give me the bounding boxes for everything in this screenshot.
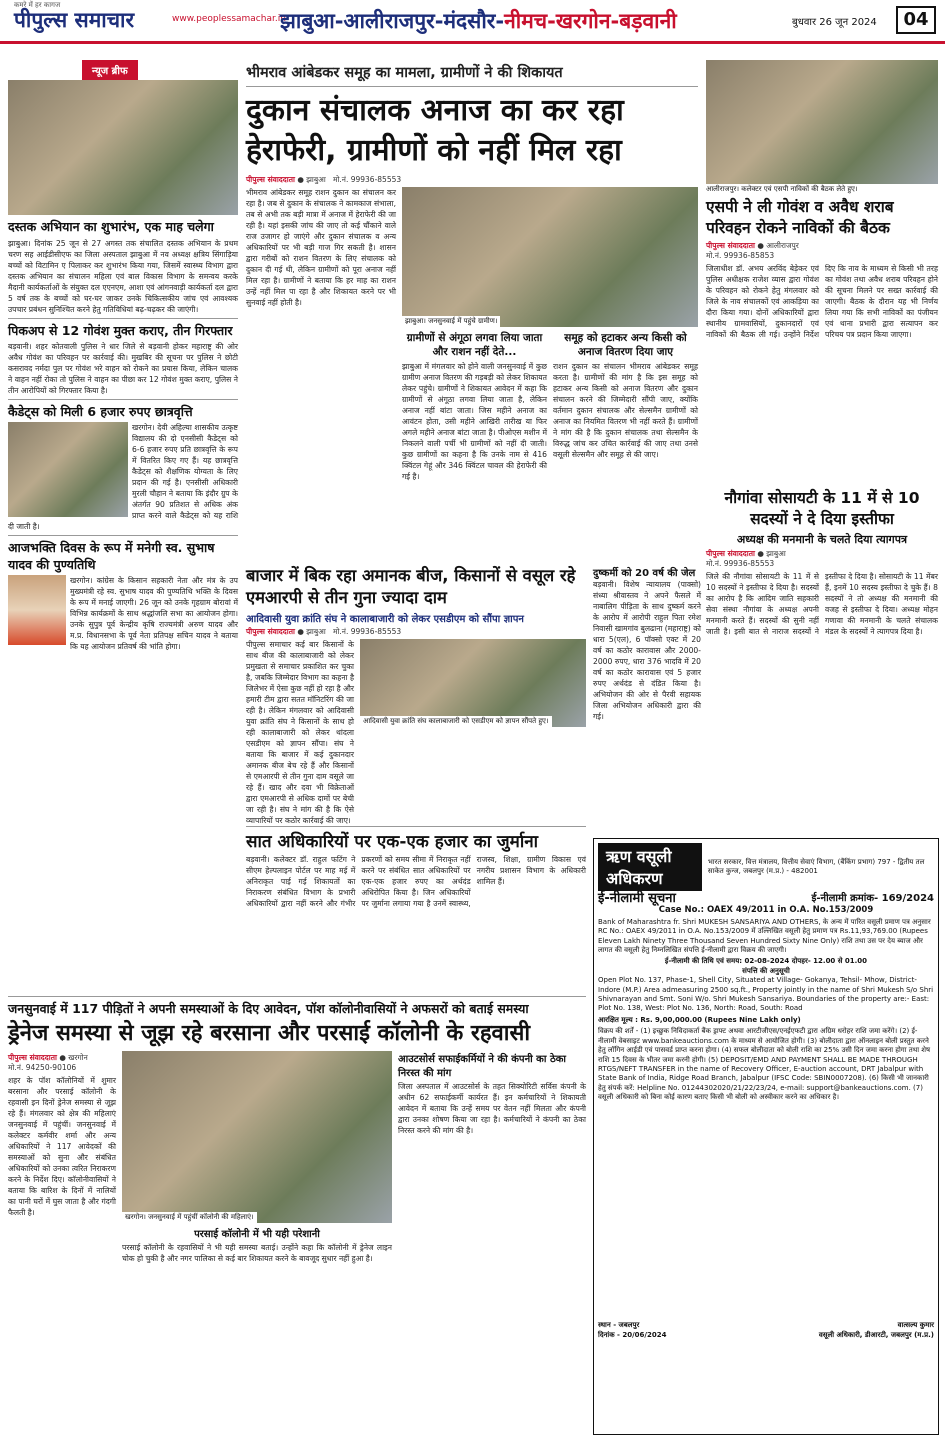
dastak-photo — [8, 80, 238, 215]
lead-photo — [402, 187, 698, 327]
brief-3-headline[interactable]: कैडेट्स को मिली 6 हजार रुपए छात्रवृत्ति — [8, 404, 193, 419]
byline-phone: मो.नं. 99936-85553 — [332, 627, 402, 636]
lead-sub2 — [553, 331, 698, 482]
byline-place: खरगोन — [68, 1053, 88, 1062]
ad-notice-row — [598, 891, 934, 906]
drainage-sub-body: परसाई कॉलोनी के रहवासियों ने भी यही समस्या बताई। उन्होंने कहा कि कॉलोनी में ड्रेनेज लाइन चोक हो चुकी है और नगर पालिका से कई बार शिकायत करने के बावजूद सुधार नहीं हुआ है। — [122, 1243, 392, 1263]
ad-auction-date: ई-नीलामी की तिथि एवं समय: 02-08-2024 दोपहर- 12.00 से 01.00 — [664, 957, 868, 966]
masthead — [0, 0, 945, 44]
lead-headline[interactable]: दुकान संचालक अनाज का कर रहा हेराफेरी, ग्रामीणों को नहीं मिल रहा — [246, 93, 624, 168]
byline-place: झाबुआ — [766, 549, 786, 558]
nav-meeting-caption: आलीराजपुर। कलेक्टर एवं एसपी नाविकों की बैठक लेते हुए। — [706, 185, 858, 193]
lead-photo-caption: झाबुआ। जनसुनवाई में पहुंचे ग्रामीण। — [402, 316, 500, 327]
drainage-byline: पीपुल्स संवाददाता ● खरगोन मो.नं. 94250-90106 — [8, 1053, 88, 1072]
byline-phone: मो.नं. 99936-85553 — [332, 175, 402, 184]
society-headline[interactable]: नौगांवा सोसायटी के 11 में से 10 सदस्यों ने दे दिया इस्तीफा — [724, 489, 920, 528]
ad-officer-title: वसूली अधिकारी, डीआरटी, जबलपुर (म.प्र.) — [818, 1330, 934, 1339]
drainage-kicker: जनसुनवाई में 117 पीड़ितों ने अपनी समस्याओं के दिए आवेदन, पॉश कॉलोनीवासियों ने अफसरों को बताई समस्या — [8, 996, 586, 1017]
brief-2-body: बड़वानी। शहर कोतवाली पुलिस ने धार जिले से बड़वानी होकर महाराष्ट्र की ओर अवैध गोवंश का परिवहन पर कार्रवाई की। मुखबिर की सूचना पर पुलिस ने छोटी कसरावद नर्मदा पुल पर गोवंश भरे वाहन को रोकने का प्रयास किया, लेकिन चालक ने वाहन नहीं रोका तो पुलिस ने वाहन का पीछा कर 12 गोवंश मुक्त कराए, पुलिस ने तीन आरोपियों को गिरफ्तार किया है। — [8, 342, 238, 395]
seed-story — [246, 565, 586, 825]
divider — [8, 318, 238, 319]
ad-signatory — [819, 1321, 934, 1340]
ad-place-date — [598, 1321, 666, 1340]
ad-auction-no: ई-नीलामी क्रमांक- 169/2024 — [811, 893, 934, 904]
society-body: जिले की नौगांवा सोसायटी के 11 में से 10 सदस्यों ने इस्तीफा दे दिया है। सदस्यों का आरोप है कि आदिम जाति सहकारी सेवा संस्था नौगांवा के अध्यक्ष अपनी मनमानी करते हैं। सदस्यों की सुनी नहीं जाती है। इसी बात से नाराज सदस्यों ने इस्तीफा दे दिया है। सोसायटी के 11 मेंबर हैं, इनमें 10 सदस्य इस्तीफा दे चुके हैं। 8 सदस्यों ने तो अध्यक्ष की मनमानी की वजह से इस्तीफा दे दिया। अध्यक्ष मोहन गणावा की मनमानी के चलते संचालक मंडल के सदस्यों ने त्यागपत्र दिया है। — [706, 572, 938, 636]
edition-title — [280, 7, 677, 35]
seed-headline[interactable]: बाजार में बिक रहा अमानक बीज, किसानों से वसूल रहे एमआरपी से तीन गुना ज्यादा दाम — [246, 566, 576, 607]
issue-date: बुधवार 26 जून 2024 — [792, 17, 877, 28]
news-brief-column — [8, 80, 238, 1090]
brief-1-body: झाबुआ। दिनांक 25 जून से 27 अगस्त तक संचालित दस्तक अभियान के प्रथम चरण सह आईडीसीएफ का जिला अस्पताल झाबुआ में नव अध्यक्ष क्षत्रिय सिंगाड़िया बच्चों को विटामिन ए पिलाकर कर शुभारंभ किया गया, जिसमें स्वास्थ्य विभाग द्वारा दस्तक अभियान का संचालन महिला एवं बाल विकास विभाग के समन्वय करके मैदानी कार्यकर्ताओं के संयुक्त दल एएनएम, आशा एवं आंगनवाड़ी कार्यकर्ता दल द्वारा 5 वर्ष तक के बच्चों को घर-घर जाकर उनके चिकित्सकीय जांच एवं आवश्यक उपचार प्रबंधन सुनिश्चित करने हेतु गतिविधियां बढ़-चढ़कर की जाएंगी। — [8, 239, 238, 314]
newspaper-logo[interactable]: पीपुल्स समाचार — [14, 8, 135, 32]
brief-4-headline[interactable]: आजभक्ति दिवस के रूप में मनेगी स्व. सुभाष यादव की पुण्यतिथि — [8, 540, 215, 572]
byline-source: पीपुल्स संवाददाता — [706, 241, 755, 250]
lead-text-column — [246, 187, 396, 482]
drainage-center — [122, 1051, 392, 1264]
nav-meeting-photo — [706, 60, 938, 184]
fine-story — [246, 826, 586, 991]
drainage-right — [398, 1051, 586, 1264]
brief-4-block — [8, 575, 238, 652]
drainage-photo — [122, 1051, 392, 1223]
edition-right: नीमच-खरगोन-बड़वानी — [504, 9, 677, 33]
ad-place: स्थान - जबलपुर — [598, 1321, 640, 1330]
brief-4-body: खरगोन। कांग्रेस के किसान सहकारी नेता और मंत्र के उप मुख्यमंत्री रहे स्व. सुभाष यादव की पुण्यतिथि भक्ति के दिवस के रूप में मनाई जाएगी। 26 जून को उनके गृहग्राम बोरावां में विभिन्न कार्यक्रमों के साथ श्रद्धांजलि सभा का आयोजन होगा। उनके सुपुत्र पूर्व केन्द्रीय कृषि राज्यमंत्री अरुण यादव और म.प्र. विधानसभा के पूर्व नेता प्रतिपक्ष सचिन यादव ने बताया कि यह आयोजन प्रतिवर्ष की भांति होगा। — [70, 576, 238, 651]
fine-headline[interactable]: सात अधिकारियों पर एक-एक हजार का जुर्माना — [246, 826, 586, 854]
byline-source: पीपुल्स संवाददाता — [8, 1053, 57, 1062]
lead-sub1-body: झाबुआ में मंगलवार को होने वाली जनसुनवाई में कुछ ग्रामीण अनाज वितरण की गड़बड़ी को लेकर शिकायत लेकर पहुंचे। ग्रामीणों ने शिकायत आवेदन में कहा कि ग्रामीणों से अंगूठा लगवा लिया जाता है, लेकिन अनाज नहीं बांटा जाता। जिस महीने अनाज का आवंटन होता, उसी महीने आखिरी तारीख या फिर अगले महीने अनाज बांटा जाता है। पीओएस मशीन में निकलने वाली पर्ची भी ग्रामीणों को नहीं दी जाती। कुछ ग्रामीणों का कहना है कि उनके नाम से 416 क्विंटल गेहूं और 346 क्विंटल चावल की हेराफेरी की गई है। — [402, 362, 547, 481]
byline-source: पीपुल्स संवाददाता — [706, 549, 755, 558]
byline-place: झाबुआ — [306, 627, 326, 636]
drainage-sub2-head: आउटसोर्स सफाईकर्मियों ने की कंपनी का ठेका निरस्त की मांग — [398, 1054, 567, 1079]
nav-meeting-body: जिलाधीश डॉ. अभय अरविंद बेड़ेकर एवं पुलिस अधीक्षक राजेश व्यास द्वारा गोवंश के परिवहन को रोकने हेतु मंगलवार को जिले के नाव संचालकों एवं आकड़िया का दौरा किया गया। दोनों अधिकारियों द्वारा स्थानीय ग्रामवासियों, दुकानदारों एवं नाविकों की बैठक ली गई। उन्होंने निर्देश दिए कि नाव के माध्यम से किसी भी तरह का गोवंश तथा अवैध शराब परिवहन होने की सूचना मिलने पर सख्त कार्रवाई की जाएगी। बैठक के दौरान यह भी निर्णय लिया गया कि सभी नाविकों का पंजीयन एवं थाना प्रभारी द्वारा सत्यापन कर परिचय पत्र प्रदान किया जाएगा। — [706, 264, 938, 339]
ad-officer: वात्सल्य कुमार — [897, 1321, 934, 1330]
byline-phone: मो.नं. 99936-85853 — [706, 251, 775, 260]
ad-schedule-title: संपत्ति की अनुसूची — [742, 966, 790, 975]
drt-auction-notice — [593, 838, 939, 1435]
seed-body: पीपुल्स समाचार कई बार किसानों के साथ बीज की कालाबाजारी को लेकर प्रमुखता से समाचार प्रकाशित कर चुका है, जबकि जिम्मेदार विभाग का कहना है जिलेभर में ऐसा कुछ नहीं हो रहा है और हमारी टीम द्वारा सतत मॉनिटरिंग की जा रही है। लेकिन मंगलवार को आदिवासी युवा क्रांति संघ ने किसानों के साथ हो रही कालाबाजारी को लेकर थांदला एसडीएम को ज्ञापन सौंपा। संघ ने बताया कि बाजार में कई दुकानदार अमानक बीज बेच रहे हैं और किसानों से एमआरपी से तीन गुना दाम वसूले जा रहे हैं। खाद और दवा भी विक्रेताओं द्वारा एमआरपी से अधिक दामों पर बेची जा रही है। संघ ने मांग की है कि ऐसे व्यापारियों पर कठोर कार्रवाई की जाए। — [246, 640, 354, 825]
seed-text-column — [246, 639, 354, 826]
lead-sub-columns — [402, 331, 698, 482]
byline-place: झाबुआ — [306, 175, 326, 184]
ad-title: ऋण वसूली अधिकरण — [598, 843, 702, 891]
seed-right — [360, 639, 586, 826]
drainage-sub2-body: जिला अस्पताल में आउटसोर्स के तहत सिक्योरिटी सर्विस कंपनी के अधीन 62 सफाईकर्मी कार्यरत हैं। इन कर्मचारियों ने शिकायती आवेदन में बताया कि उन्हें समय पर वेतन नहीं मिलता और कंपनी द्वारा उनका शोषण किया जा रहा है। कर्मचारियों ने कंपनी का ठेका निरस्त करने की मांग की है। — [398, 1082, 586, 1135]
brief-1-headline[interactable]: दस्तक अभियान का शुभारंभ, एक माह चलेगा — [8, 219, 214, 234]
ad-terms: विक्रय की शर्तें - (1) इच्छुक निविदाकर्ता बैंक ड्राफ्ट अथवा आरटीजीएस/एनईएफटी द्वारा अग्रिम धरोहर राशि जमा करेंगे। (2) ई-नीलामी वेबसाइट www.bankeauctions.com के माध्यम से आयोजित होगी। (3) बोलीदाता द्वारा ऑनलाइन बोली प्रस्तुत करने हेतु लॉगिन आईडी एवं पासवर्ड प्राप्त करना होगा। (4) सफल बोलीदाता को बोली राशि का 25% उसी दिन जमा करना होगा तथा शेष राशि 15 दिवस के भीतर जमा करनी होगी। (5) DEPOSIT/EMD AND PAYMENT SHALL BE MADE THROUGH RTGS/NEFT TRANSFER in the name of Recovery Officer, E-auction account, DRT Jabalpur with State Bank of India, Ridge Road Branch, Jabalpur (IFSC Code: SBIN0007208). (6) किसी भी जानकारी हेतु संपर्क करें: Helpline No. 01244302020/21/22/23/24, e-mail: support@bankeauctions.com. (7) वसूली अधिकारी को बिना कोई कारण बताए किसी भी बोली को अस्वीकार करने का अधिकार है। — [598, 1027, 931, 1102]
seed-subhead: आदिवासी युवा क्रांति संघ ने कालाबाजारी को लेकर एसडीएम को सौंपा ज्ञापन — [246, 614, 524, 625]
byline-phone: मो.नं. 94250-90106 — [8, 1063, 77, 1072]
subhash-yadav-portrait — [8, 575, 66, 645]
court-headline[interactable]: दुष्कर्मी को 20 वर्ष की जेल — [593, 568, 696, 579]
drainage-photo-caption: खरगोन। जनसुनवाई में पहुंचीं कॉलोनी की महिलाएं। — [122, 1212, 257, 1223]
lead-sub1 — [402, 331, 547, 482]
lead-sub1-head: ग्रामीणों से अंगूठा लगवा लिया जाता और राशन नहीं देते... — [406, 332, 543, 358]
ad-reserve-price: आरक्षित मूल्य : Rs. 9,00,000.00 (Rupees Nine Lakh only) — [598, 1015, 801, 1024]
ad-parties: Bank of Maharashtra fr. Shri MUKESH SANSARIYA AND OTHERS, के अन्य में पारित वसूली प्रमाण पत्र अनुसार RC No.: OAEX 49/2011 in O.A. No.153/2009 में उल्लिखित वसूली हेतु प्रमाण पत्र Rs.11,93,769.00 (Rupees Eleven Lakh Ninety Three Thousand Seven Hundred Sixty Nine Only) राशि तथा उस पर देय ब्याज और लागत की वसूली हेतु निम्नलिखित संपत्ति ई-नीलामी द्वारा विक्रय की जाएगी। — [598, 917, 931, 955]
divider — [8, 399, 238, 400]
nav-meeting-headline[interactable]: एसपी ने ली गोवंश व अवैध शराब परिवहन रोकने नाविकों की बैठक — [706, 198, 894, 237]
lead-right-column — [402, 187, 698, 482]
ad-address: भारत सरकार, वित्त मंत्रालय, वित्तीय सेवाएं विभाग, (बैंकिंग प्रभाग) 797 - द्वितीय तल साकेत कुन्ज, जबलपुर (म.प्र.) - 482001 — [707, 858, 925, 875]
lead-kicker: भीमराव आंबेडकर समूह का मामला, ग्रामीणों ने की शिकायत — [246, 60, 698, 87]
lead-sub2-head: समूह को हटाकर अन्य किसी को अनाज वितरण दिया जाए — [564, 332, 687, 358]
drainage-body-row — [8, 1051, 586, 1264]
drainage-sub-head: परसाई कॉलोनी में भी यही परेशानी — [194, 1229, 320, 1240]
byline-source: पीपुल्स संवाददाता — [246, 627, 295, 636]
society-subhead: अध्यक्ष की मनमानी के चलते दिया त्यागपत्र — [736, 533, 908, 546]
court-body: बड़वानी। विशेष न्यायालय (पाक्सो) संध्या श्रीवास्तव ने अपने फैसले में नाबालिग पीड़िता के साथ दुष्कर्म करने के आरोप में आरोपी राहुल पिता रमेश निवासी खामगांव बुलढाना (महाराष्ट्र) को धारा 5(एल), 6 पॉक्सो एक्ट में 20 वर्ष का कठोर कारावास और 2000-2000 रुपए, धारा 376 भादवि में 20 वर्ष का कठोर कारावास एवं 5 हजार रुपए अर्थदंड से दंडित किया है। अभियोजन की ओर से पैरवी सहायक जिला अभियोजन अधिकारी द्वारा की गई। — [593, 580, 701, 721]
drainage-left — [8, 1051, 116, 1264]
edition-left: झाबुआ-आलीराजपुर-मंदसौर- — [280, 9, 505, 33]
seed-body-row — [246, 639, 586, 826]
ad-case-no: Case No.: OAEX 49/2011 in O.A. No.153/2009 — [658, 905, 874, 916]
news-brief-tag: न्यूज ब्रीफ — [82, 60, 138, 80]
ad-footer — [598, 1321, 934, 1340]
ad-header — [598, 843, 934, 891]
lead-story — [246, 60, 698, 555]
seed-photo-caption: आदिवासी युवा क्रांति संघ कालाबाजारी को एसडीएम को ज्ञापन सौंपते हुए। — [360, 716, 552, 727]
lead-body: भीमराव आंबेडकर समूह राशन दुकान का संचालन कर रहा है। जब से दुकान के संचालक ने कामकाज संभाला, तब से अभी तक बड़ी मात्रा में अनाज में हेराफेरी की जा रही है। यहां इसकी जांच की जाए तो कई चौंकाने वाले राज उजागर हो जाएंगे और दुकान संचालक व अन्य अधिकारियों पर भी बड़ी गाज गिर सकती है। शासन द्वारा गरीबों को राशन वितरण के लिए संचालक को दुकान दी गई थी, लेकिन ग्रामीणों को पूरा अनाज नहीं मिल रहा है। ग्रामीणों ने बताया कि हर माह का राशन उन्हें नहीं मिल पा रहा है और शिकायत करने पर भी सुनवाई नहीं होती है। — [246, 188, 396, 307]
nav-meeting-story — [706, 60, 938, 480]
ad-property: Open Plot No. 137, Phase-1, Shell City, Situated at Village- Gokanya, Tehsil- Mhow, District- Indore (M.P.) Area admeasuring 2500 sq.ft., Property jointly in the name of Shri Mukesh S/o Shri Shivnarayan and Smt. Soni W/o. Shri Mukesh Sansariya. Boundaries of the property are:- East: Plot No. 138, West: Plot No. 136, North: Road, South: Road — [598, 976, 934, 1013]
ad-notice: ई-नीलामी सूचना — [598, 891, 676, 906]
drainage-body: शहर के पॉश कॉलोनियों में शुमार बरसाना और परसाई कॉलोनी के रहवासी इन दिनों ड्रेनेज समस्या से जूझ रहे हैं। मंगलवार को क्षेत्र की महिलाएं जनसुनवाई में पहुंचीं। जनसुनवाई में कलेक्टर कर्मवीर शर्मा और अन्य अधिकारियों ने 117 आवेदकों की समस्याओं को सुना और संबंधित अधिकारियों को उनका त्वरित निराकरण करने के निर्देश दिए। कॉलोनीवासियों ने बताया कि बारिश के दिनों में नालियों का पानी घरों में घुस जाता है और गंदगी फैलती है। — [8, 1076, 116, 1217]
seed-byline: पीपुल्स संवाददाता ● झाबुआ मो.नं. 99936-85553 — [246, 627, 402, 636]
byline-phone: मो.नं. 99936-85553 — [706, 559, 775, 568]
court-story — [593, 565, 701, 820]
society-byline: पीपुल्स संवाददाता ● झाबुआ मो.नं. 99936-85553 — [706, 549, 786, 568]
ncc-cadets-photo — [8, 422, 128, 517]
drainage-headline[interactable]: ड्रेनेज समस्या से जूझ रहे बरसाना और परसाई कॉलोनी के रहवासी — [8, 1021, 531, 1046]
ad-date: दिनांक - 20/06/2024 — [598, 1330, 667, 1339]
seed-photo — [360, 639, 586, 727]
brief-3-body: खरगोन। देवी अहिल्या शासकीय उत्कृष्ट विद्यालय की दो एनसीसी कैडेट्स को 6-6 हजार रुपए प्रति छात्रवृत्ति के रूप में वितरित किए गए हैं। यह छात्रवृत्ति कैडेट्स को शैक्षणिक योग्यता के लिए प्रदान की गई है। एनसीसी अधिकारी मुरली चौहान ने बताया कि इंदौर ग्रुप के अंतर्गत 90 प्रतिशत से अधिक अंक प्राप्त करने वाले कैडेट्स को यह राशि दी जाती है। — [8, 423, 238, 531]
logo-tagline: कमरे में हर कागज — [14, 1, 61, 9]
brief-3-block — [8, 422, 238, 532]
nav-meeting-byline: पीपुल्स संवाददाता ● आलीराजपुर मो.नं. 99936-85853 — [706, 241, 799, 260]
website-link[interactable]: www.peoplessamachar.in — [172, 14, 286, 24]
divider — [8, 535, 238, 536]
byline-source: पीपुल्स संवाददाता — [246, 175, 295, 184]
page-number: 04 — [896, 6, 936, 34]
lead-sub2-body: राशन दुकान का संचालन भीमराव आंबेडकर समूह करता है। ग्रामीणों की मांग है कि इस समूह को हटाकर अन्य किसी को अनाज वितरण और दुकान संचालन करने की जिम्मेदारी सौंपी जाए, क्योंकि वर्तमान दुकान संचालक और सेल्समैन ग्रामीणों को अनाज का नियमित वितरण भी नहीं करते हैं। ग्रामीणों ने मांग की है कि दुकान संचालक तथा सेल्समैन के विरुद्ध जांच कर उचित कार्रवाई की जाए तथा उनसे वसूली सेल्समैन और समूह से की जाए। — [553, 362, 698, 459]
lead-body-row — [246, 187, 698, 482]
byline-place: आलीराजपुर — [766, 241, 799, 250]
drainage-story — [8, 996, 586, 1436]
brief-2-headline[interactable]: पिकअप से 12 गोवंश मुक्त कराए, तीन गिरफ्तार — [8, 323, 233, 338]
society-story — [706, 488, 938, 823]
fine-body: बड़वानी। कलेक्टर डॉ. राहुल फटिंग ने सीएम हेल्पलाइन पोर्टल पर माह मई में अनिराकृत पाई गई शिकायतों का निराकरण संबंधित विभाग के प्रभारी अधिकारियों द्वारा नहीं करने और गंभीर प्रकरणों को समय सीमा में निराकृत नहीं करने पर संबंधित सात अधिकारियों पर एक-एक हजार रुपए का अर्थदंड अधिरोपित किया है। जिन अधिकारियों पर जुर्माना लगाया गया है उनमें स्वास्थ्य, राजस्व, शिक्षा, ग्रामीण विकास एवं नगरीय प्रशासन विभाग के अधिकारी शामिल हैं। — [246, 855, 586, 908]
lead-byline: पीपुल्स संवाददाता ● झाबुआ मो.नं. 99936-85553 — [246, 175, 402, 184]
